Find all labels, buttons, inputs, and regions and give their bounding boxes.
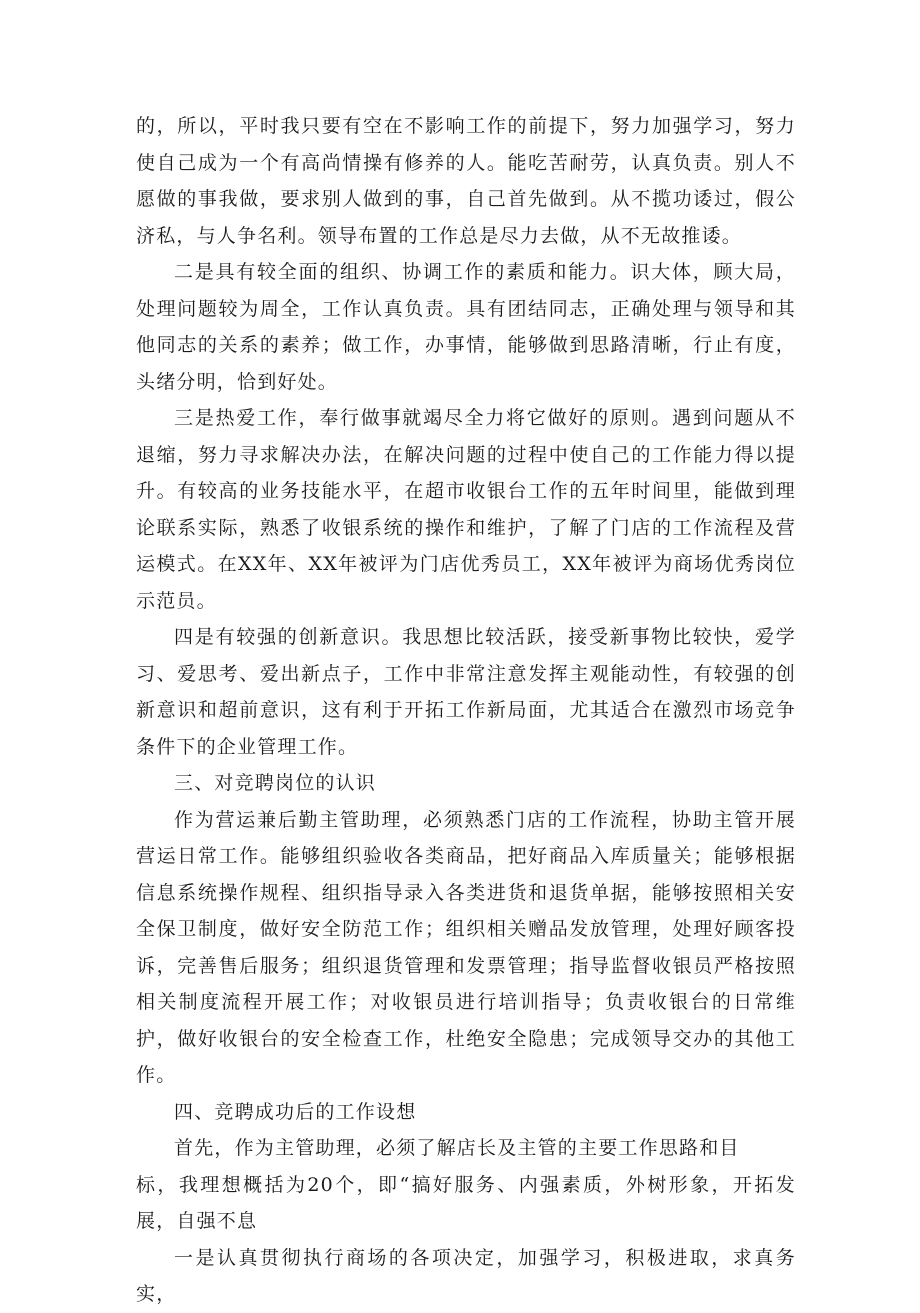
document-body [136,108,796,1313]
paragraph-position-understanding: 作为营运兼后勤主管助理，必须熟悉门店的工作流程，协助主管开展营运日常工作。能够组织验收各类商品，把好商品入库质量关；能够根据信息系统操作规程、组织指导录入各类进货和退货单据，能够按照相关安全保卫制度，做好安全防范工作；组织相关赠品发放管理，处理好顾客投诉，完善售后服务；组织退货管理和发票管理；指导监督收银员严格按照相关制度流程开展工作；对收银员进行培训指导；负责收银台的日常维护，做好收银台的安全检查工作，杜绝安全隐患；完成领导交办的其他工作。 [136,808,796,1086]
paragraph-point-three: 三是热爱工作，奉行做事就竭尽全力将它做好的原则。遇到问题从不退缩，努力寻求解决办法，在解决问题的过程中使自己的工作能力得以提升。有较高的业务技能水平，在超市收银台工作的五年时间里，能做到理论联系实际，熟悉了收银系统的操作和维护，了解了门店的工作流程及营运模式。在XX年、XX年被评为门店优秀员工，XX年被评为商场优秀岗位示范员。 [136,407,796,612]
section-heading-four: 四、竞聘成功后的工作设想 [174,1100,417,1123]
section-heading-three: 三、对竞聘岗位的认识 [174,772,377,794]
paragraph-continuation: 的，所以，平时我只要有空在不影响工作的前提下，努力加强学习，努力使自己成为一个有高尚情操有修养的人。能吃苦耐劳，认真负责。别人不愿做的事我做，要求别人做到的事，自己首先做到。从不揽功诿过，假公济私，与人争名利。领导布置的工作总是尽力去做，从不无故推诿。 [136,115,796,247]
paragraph-point-two: 二是具有较全面的组织、协调工作的素质和能力。识大体，顾大局，处理问题较为周全，工作认真负责。具有团结同志，正确处理与领导和其他同志的关系的素养；做工作，办事情，能够做到思路清晰，行止有度，头绪分明，恰到好处。 [136,261,796,393]
paragraph-point-four: 四是有较强的创新意识。我思想比较活跃，接受新事物比较快，爱学习、爱思考、爱出新点子，工作中非常注意发挥主观能动性，有较强的创新意识和超前意识，这有利于开拓工作新局面，尤其适合在激烈市场竞争条件下的企业管理工作。 [136,626,796,758]
paragraph-first-line: 首先，作为主管助理，必须了解店长及主管的主要工作思路和目 [174,1137,740,1159]
paragraph-point-one-plan: 一是认真贯彻执行商场的各项决定，加强学习，积极进取，求真务实， [136,1246,796,1305]
paragraph-first-continued: 标，我理想概括为20个，即“搞好服务、内强素质，外树形象，开拓发展，自强不息 [136,1173,796,1232]
